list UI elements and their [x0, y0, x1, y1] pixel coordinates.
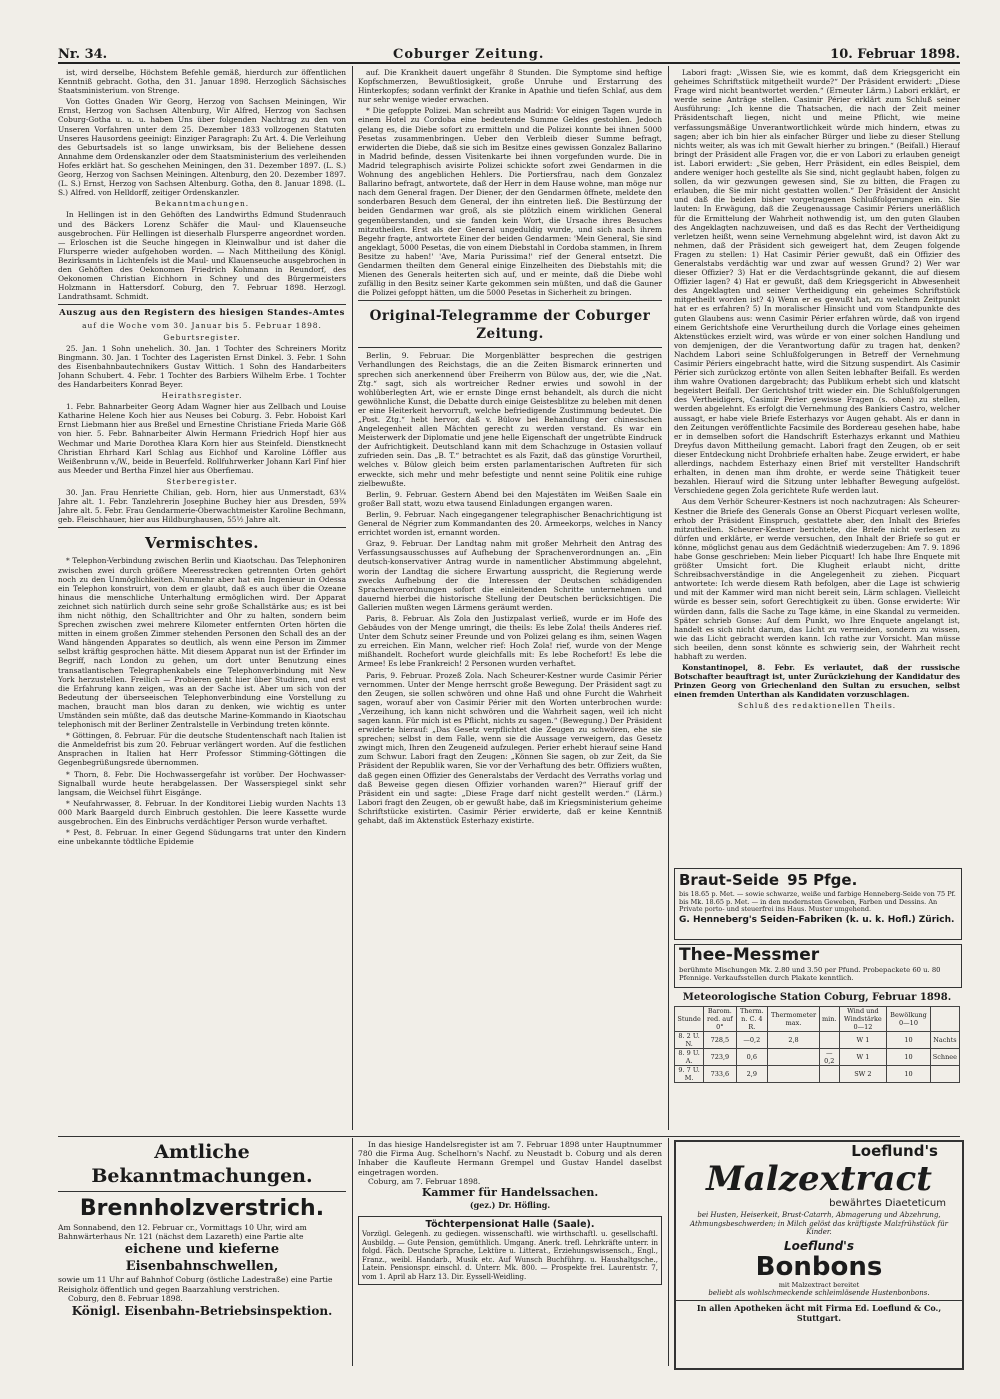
- ad-loeflund: [674, 1140, 964, 1370]
- section-subheading: auf die Woche vom 30. Januar bis 5. Februar 1898.: [82, 321, 322, 331]
- ad-headline: Malzextract: [706, 1159, 932, 1199]
- weather-cell: [768, 1066, 820, 1083]
- amtliche-title: Amtliche Bekanntmachungen.: [91, 1141, 313, 1187]
- section-heading: Bekanntmachungen.: [154, 199, 250, 209]
- weather-cell: —0,2: [819, 1049, 839, 1066]
- weather-header-cell: Wind und Windstärke 0—12: [839, 1007, 887, 1032]
- news-item: * Göttingen, 8. Februar. Für die deutsche Studentenschaft nach Italien ist die Anmeldefrist bis zum 20. Februar verlängert worden. Auf die festlichen Ansprachen in Italien hat Herr Professor Stimming-Göttingen die Gegenbegrüßungsrede übernommen.: [58, 731, 346, 768]
- section-heading: Auszug aus den Registern des hiesigen Standes-Amtes: [59, 308, 345, 319]
- ad-subheadline: mit Malzextract bereitet: [778, 1280, 860, 1289]
- news-item: * Neufahrwasser, 8. Februar. In der Konditorei Liebig wurden Nachts 13 000 Mark Baargeld durch Einbruch gestohlen. Die leere Kassette wurde ausgebrochen. Ein des Einbruchs verdächtiger Person wurde verhaftet.: [58, 798, 346, 827]
- ad-headline: Töchterpensionat Halle (Saale).: [425, 1219, 595, 1231]
- weather-row: [675, 1066, 960, 1083]
- geburt-text: 25. Jan. 1 Sohn unehelich. 30. Jan. 1 Tochter des Schreiners Moritz Bingmann. 30. Jan. 1 Tochter des Lageristen Ernst Dinkel. 3. Febr. 1 Sohn des Eisenbahnbautechnikers Gustav Wittich. 1 Sohn des Handarbeiters Johann Schubert. 4. Febr. 1 Tochter des Barbiers Wilhelm Erbe. 1 Tochter des Handarbeiters Konrad Beyer.: [58, 343, 346, 389]
- handel-sign: Kammer für Handelssachen.: [421, 1186, 599, 1200]
- ad-company: G. Henneberg's Seiden-Fabriken (k. u. k. Hofl.) Zürich.: [679, 914, 955, 925]
- column-rule: [668, 66, 669, 1130]
- telegram: Paris, 8. Februar. Als Zola den Justizpalast verließ, wurde er im Hofe des Gebäudes von der Menge umringt, die theils: Es lebe Zola! theils Anderes rief. Unter dem Schutz seiner Freunde und von Polizei gelang es ihm, seinen Wagen zu erreichen. Ein Mann, welcher rief: Hoch Zola! rief, wurde von der Menge mißhandelt. Rochefort wurde gleichfalls mit: Es lebe Rochefort! Es lebe die Armee! Es lebe Frankreich! 2 Personen wurden verhaftet.: [358, 613, 662, 669]
- weather-cell: 2,9: [736, 1066, 768, 1083]
- decree-text: Von Gottes Gnaden Wir Georg, Herzog von Sachsen Meiningen, Wir Ernst, Herzog von Sachsen Altenburg, Wir Alfred, Herzog von Sachsen Coburg-Gotha u. u. u. haben Uns über folgenden Nachtrag zu den von Unseren Vorfahren unter dem 25. Dezember 1833 vollzogenen Statuten Unseres Hausordens geeinigt: Einziger Paragraph: Zu Art. 4. Die Verleihung des Geburtsadels ist so lange unwirksam, bis der Beliehene dessen Annahme dem Ordenskanzler oder dem Staatsministerium des verleihenden Hofes erklärt hat. So geschehen Meiningen, den 31. Dezember 1897. (L. S.) Georg, Herzog von Sachsen Meiningen. Altenburg, den 20. Dezember 1897. (L. S.) Ernst, Herzog von Sachsen Altenburg. Gotha, den 8. Januar 1898. (L. S.) Alfred. von Helldorff, zeitiger Ordenskanzler.: [58, 97, 346, 198]
- brenn-date: Coburg, den 8. Februar 1898.: [68, 1293, 183, 1303]
- ad-headline: Braut-Seide: [679, 871, 780, 889]
- ad-braut-seide: [674, 868, 962, 940]
- ad-price: 95 Pfge.: [787, 871, 858, 889]
- section-heading: Original-Telegramme der Coburger Zeitung.: [369, 308, 651, 343]
- divider: [58, 304, 346, 305]
- divider: [358, 347, 662, 348]
- divider: [58, 527, 346, 528]
- weather-title: Meteorologische Station Coburg, Februar 1898.: [682, 992, 952, 1003]
- brenn-text: Am Sonnabend, den 12. Februar cr., Vormittags 10 Uhr, wird am Bahnwärterhaus Nr. 121 (nächst dem Lazareth) eine Partie alte: [58, 1223, 307, 1242]
- brenn-sign: Königl. Eisenbahn-Betriebsinspektion.: [71, 1304, 333, 1319]
- weather-cell: [930, 1066, 959, 1083]
- ad-footer: In allen Apotheken ächt mit Firma Ed. Loeflund & Co., Stuttgart.: [676, 1300, 962, 1323]
- column-rule: [668, 1138, 669, 1366]
- weather-cell: 10: [887, 1049, 931, 1066]
- divider: [58, 1136, 960, 1137]
- section-heading: Vermischtes.: [145, 534, 259, 553]
- weather-cell: 10: [887, 1032, 931, 1049]
- column-1: [58, 68, 346, 1130]
- weather-cell: 2,8: [768, 1032, 820, 1049]
- weather-cell: 9. 7 U. M.: [675, 1066, 704, 1083]
- handel-date: Coburg, am 7. Februar 1898.: [368, 1176, 481, 1186]
- column-3: [674, 68, 960, 850]
- weather-header-cell: Thermometer max.: [768, 1007, 820, 1032]
- weather-cell: 8. 2 U. N.: [675, 1032, 704, 1049]
- ad-text: bis 18.65 p. Met. — sowie schwarze, weiße und farbige Henneberg-Seide von 75 Pf. bis Mk. 18.65 p. Met. — in den modernsten Geweben, Farben und Dessins. An Private porto- und steuerfrei ins Haus. Muster umgehend.: [679, 890, 956, 914]
- telegram: Labori fragt: „Wissen Sie, wie es kommt, daß dem Kriegsgericht ein geheimes Schriftstück mitgetheilt wurde?“ Der Präsident erwidert: „Diese Frage wird nicht beantwortet werden.“ (Erneuter Lärm.) Labori erklärt, er werde seine Anträge stellen. Casimir Périer erklärt zum Schluß seiner Ausführung: „Ich kenne die Thatsachen, die nach der Zeit meiner Präsidentschaft liegen, nicht und meine Pflicht, wie meine verfassungsmäßige Unverantwortlichkeit würde mich hindern, etwas zu sagen; aber ich bin hier als einfacher Bürger und liebe zu dieser Stellung nichts weiter, als was ich mit Gewalt hierher zu bringen.“ (Beifall.) Hierauf bringt der Präsident alle Fragen vor, die er von Labori zu erlauben geneigt ist. Labori erwidert: „Sie geben, Herr Präsident, ein edles Beispiel, dem andere weniger hoch gestellte als Sie sind, nicht geglaubt haben, folgen zu sollen, da wir gezwungen gewesen sind, Sie zu bitten, die Fragen zu erlauben, die Sie mir nicht gestatten wollen.“ Der Präsident der Ansicht und daß die beiden bisher vorgetragenen Schlußfolgerungen ein. Sie lauten: In Erwägung, daß die Zeugenaussage Casimir Périers unerläßlich für die Ermittelung der Wahrheit nothwendig ist, um den guten Glauben des Angeklagten nachzuweisen, und daß es das Recht der Vertheidigung verletzen heißt, wenn seine Vernehmung abgelehnt wird, ist davon Akt zu nehmen, daß der Präsident sich geweigert hat, dem Zeugen folgende Fragen zu stellen: 1) Hat Casimir Périer gewußt, daß ein Offizier des Generalstabs verdächtig war und zwar auf wessen Grund? 2) Wer war dieser Offizier? 3) Hat er die Verdachtsgründe gekannt, die auf diesem Offizier lagen? 4) Hat er gewußt, daß dem Kriegsgericht in Abwesenheit des Angeklagten und seiner Vertheidigung ein geheimes Schriftstück mitgetheilt worden ist? 4) Wenn er es gewußt hat, zu welchem Zeitpunkt hat er es erfahren? 5) In moralischer Hinsicht und vom Standpunkte des guten Glaubens aus: wenn Casimir Périer erfahren würde, daß von irgend einem Gerichtshofe eine Verurtheilung durch die Vorlage eines geheimen Aktenstückes erzielt wird, was würde er von einer solchen Handlung und von demjenigen, der die Verantwortung dafür zu tragen hat, denken? Nachdem Labori seine Schlußfolgerungen in Betreff der Vernehmung Casimir Périers eingebracht hatte, wird die Sitzung suspendirt. Als Casimir Périer sich zurückzog ertönte von allen Seiten lebhafter Beifall. Es werden ihm wahre Ovationen dargebracht; das Publikum erhebt sich und klatscht begeistert Beifall. Der Gerichtshof tritt wieder ein. Die Schlußfolgerungen des Vertheidigers, Casimir Périer gewisse Fragen (s. oben) zu stellen, werden abgelehnt. Es erfolgt die Vernehmung des Bankiers Castro, welcher aussagt, er habe viele Briefe Esterhazys vor Augen gehabt. Als er dann in den Zeitungen veröffentlichte Facsimile des Bordereau gesehen habe, habe er in demselben sofort die Handschrift Esterhazys erkannt und Mathieu Dreyfus davon Mittheilung gemacht. Labori fragt den Zeugen, ob er seit dieser Entdeckung nicht Drohbriefe erhalten habe. Zeuge erwidert, er habe allerdings, nachdem Esterhazy einen Brief mit verstellter Handschrift erhalten, in denen man ihm drohte, er werde seine Thätigkeit teuer bezahlen. Hierauf wird die Sitzung unter lebhafter Bewegung aufgelöst. Verschiedene gegen Zola gerichtete Rufe werden laut.: [674, 68, 960, 496]
- weather-cell: 723,9: [704, 1049, 736, 1066]
- weather-cell: [819, 1032, 839, 1049]
- ad-brand: Loeflund's: [851, 1142, 938, 1160]
- ad-subheadline: bewährtes Diaeteticum: [829, 1198, 946, 1209]
- telegram: Konstantinopel, 8. Febr. Es verlautet, daß der russische Botschafter beauftragt ist, unter Zurückziehung der Kandidatur des Prinzen Georg von Griechenland den Sultan zu ersuchen, selbst einen fremden Unterthan als Kandidaten vorzuschlagen.: [674, 663, 960, 700]
- telegram: Berlin, 9. Februar. Gestern Abend bei den Majestäten im Weißen Saale ein großer Ball statt, wozu etwa tausend Einladungen ergangen waren.: [358, 489, 662, 508]
- brenn-text: sowie um 11 Uhr auf Bahnhof Coburg (östliche Ladestraße) eine Partie Reisigholz öffentlich und gegen Baarzahlung verstrichen.: [58, 1275, 333, 1294]
- telegram: Aus dem Verhör Scheurer-Kestners ist noch nachzutragen: Als Scheurer-Kestner die Briefe des Generals Gonse an Oberst Picquart verlesen wollte, erhob der Präsident Einspruch, gestattete aber, den Inhalt des Briefes mitzutheilen. Scheurer-Kestner berichtete, die Briefe nicht verlesen zu dürfen und erklärte, er werde versuchen, den Inhalt der Briefe so gut er könne, möglichst genau aus dem Gedächtniß wiederzugeben: Am 7. 9. 1896 habe Gonse geschrieben: Mein lieber Picquart! Ich habe Ihre Enquete mit größter Umsicht fort. Die Klugheit erlaubt nicht, dritte Schreibsachverständige in die Angelegenheit zu ziehen. Picquart antwortete: Ich werde diesem Rath befolgen, aber die Lage ist schwierig und mit der Kammer wird man nicht bereit sein, Lärm schlagen. Vielleicht würde es besser sein, sofort Gerechtigkeit zu üben. Gonse erwiderte: Wir würden dann, falls die Sache zu Tage käme, in eine Skandal zu vermeiden. Später schrieb Gonse: Auf dem Punkt, wo Ihre Enquete angelangt ist, handelt es sich nicht darum, das Licht zu vermeiden, sondern zu wissen, wie das Licht gebracht werden kann. Ich rathe zur Vorsicht. Man müsse sich beeilen, denn sonst könnte es schwierig sein, der Wahrheit recht habhaft zu werden.: [674, 497, 960, 661]
- weather-cell: 10: [887, 1066, 931, 1083]
- column-2: [358, 68, 662, 1130]
- bekanntmachungen-text: In Hellingen ist in den Gehöften des Landwirths Edmund Studenrauch und des Bäckers Lorenz Schäfer die Maul- und Klauenseuche ausgebrochen. Für Hellingen ist dieserhalb Flursperre angeordnet worden. — Erloschen ist die Seuche hingegen in Kleinwalbur und ist daher die Flursperre wieder aufgehoben worden. — Nach Mittheilung des Königl. Bezirksamts in Lichtenfels ist die Maul- und Klauenseuche ausgebrochen in den Gehöften des Oekonomen Friedrich Kohmann in Reundorf, des Oekonomen Christian Eichhorn in Schney und des Bürgermeisters Holzmann in Hattersdorf. Coburg, den 7. Februar 1898. Herzogl. Landrathsamt. Schmidt.: [58, 210, 346, 302]
- weather-row: [675, 1032, 960, 1049]
- weather-header-cell: Stunde: [675, 1007, 704, 1032]
- ad-text: berühmte Mischungen Mk. 2.80 und 3.50 per Pfund. Probepackete 60 u. 80 Pfennige. Verkaufsstellen durch Plakate kenntlich.: [679, 966, 941, 982]
- news-item: * Die gefoppte Polizei. Man schreibt aus Madrid: Vor einigen Tagen wurde in einem Hotel zu Cordoba eine bedeutende Summe Geldes gestohlen. Jedoch gelang es, die Diebe sofort zu ermitteln und die Polizei konnte bei ihnen 5000 Pesetas zusammenbringen. Ueber den Verbleib dieser Summe befragt, erwiderten die Diebe, daß sie sich im Besitze eines gewissen Gonzalez Ballarino in Madrid befinde, dessen Visitenkarte bei ihnen vorgefunden wurde. Die in Madrid telegraphisch avisirte Polizei schickte sofort zwei Gendarmen in die Wohnung des angeblichen Hehlers. Die Portiersfrau, nach dem Gonzalez Ballarino befragt, antwortete, daß der Herr in dem Hause wohne, man möge nur nach dem General fragen. Der Diener, der den Gendarmen öffnete, meldete den sonderbaren Besuch dem General, der ihn eintreten ließ. Die Bestürzung der beiden Gendarmen war groß, als sie plötzlich einem wirklichen General gegenüberstanden, und sie fanden kein Wort, die Ursache ihres Besuches mitzutheilen. Erst als der General ungeduldig wurde, und sich nach ihrem Begehr fragte, antwortete Einer der beiden Gendarmen: 'Mein General, Sie sind angeklagt, 5000 Pesetas, die von einem Diebstahl in Cordoba stammen, in Ihrem Besitze zu haben!' 'Ave, Maria Purissima!' rief der General entsetzt. Die Gendarmen theilten dem General einige Einzelheiten des Diebstahls mit; die Mienen des Generals heiterten sich auf, und er meinte, daß die Diebe wohl zufällig in den Besitz seiner Karte gekommen sein müßten, und daß die Gauner die Polizei gefoppt hätten, um die 5000 Pesetas in Sicherheit zu bringen.: [358, 106, 662, 298]
- telegram: Graz, 9. Februar. Der Landtag nahm mit großer Mehrheit den Antrag des Verfassungsausschusses auf Aufhebung der Sprachenverordnungen an. „Ein deutsch-konservativer Antrag wurde in namentlicher Abstimmung abgelehnt, worin der Landtag die sichere Erwartung ausspricht, die Regierung werde zwecks Aufhebung der die Interessen der Deutschen schädigenden Sprachenverordnungen sofort die einleitenden Schritte unternehmen und dauernd hierbei die historische Stellung der Deutschen berücksichtigen. Die Gallerien mußten wegen Lärmens geräumt werden.: [358, 539, 662, 612]
- news-item: auf. Die Krankheit dauert ungefähr 8 Stunden. Die Symptome sind heftige Kopfschmerzen, Bewußtlosigkeit, große Unruhe und Erstarrung des Hinterkopfes; sodann verfinkt der Kranke in Apathie und tiefen Schlaf, aus dem nur sehr wenige wieder erwachen.: [358, 68, 662, 105]
- weather-header-cell: Bewölkung 0—10: [887, 1007, 931, 1032]
- ad-brand: Loeflund's: [784, 1238, 854, 1253]
- telegram: Berlin, 9. Februar. Die Morgenblätter besprechen die gestrigen Verhandlungen des Reichstags, die an die Zeiten Bismarck erinnerten und sprechen sich anerkennend über Freiherrn von Bülow aus, der, wie die „Nat. Ztg.“ sagt, sich als wortreicher Redner erwies und sowohl in der wohlüberlegten Art, wie er ernste Dinge ernst behandelt, als durch die nicht gewöhnliche Kunst, die Debatte durch einige Geistesblitze zu beleben mit denen er eine Heiterkeit hervorruft, welche befriedigende Zustimmung bedeutet. Die „Post. Ztg.“ hebt hervor, daß v. Bülow bei Behandlung der chinesischen Angelegenheit allen Mächten gerecht zu werden verstand. Es war ein Meisterwerk der Diplomatie und jene helle Eigenschaft der ungetrübte Eindruck der Aufrichtigkeit. Deutschland kann mit dem Schachzuge in Ostasien vollauf zufrieden sein. Das „B. T.“ betrachtet es als Fazit, daß das günstige Vorurtheil, welches v. Bülow gleich beim ersten parlamentarischen Auftreten für sich erweckte, sich mehr und mehr befestigte und nennt seine Politik eine ruhige zielbewußte.: [358, 351, 662, 488]
- weather-cell: Nachts: [930, 1032, 959, 1049]
- weather-row: [675, 1049, 960, 1066]
- issue-date: 10. Februar 1898.: [830, 47, 960, 62]
- ad-text: bei Husten, Heiserkeit, Brust-Catarrh, Abmagerung und Abzehrung, Athmungsbeschwerden; in Milch gelöst das kräftigste Malzfrühstück für Kinder.: [690, 1211, 948, 1237]
- divider: [358, 300, 662, 301]
- weather-body: [675, 1032, 960, 1083]
- ad-headline: Thee-Messmer: [679, 945, 820, 965]
- amtliche-ads: [58, 1140, 346, 1370]
- news-item: * Pest, 8. Februar. In einer Gegend Südungarns trat unter den Kindern eine unbekannte tödtliche Epidemie: [58, 828, 346, 847]
- weather-cell: W 1: [839, 1032, 887, 1049]
- weather-cell: Schnee: [930, 1049, 959, 1066]
- weather-cell: 0,6: [736, 1049, 768, 1066]
- ad-text: beliebt als wohlschmeckende schleimlösende Hustenbonbons.: [708, 1288, 930, 1297]
- brenn-headline: eichene und kieferne Eisenbahnschwellen,: [124, 1242, 280, 1275]
- editorial-end: Schluß des redaktionellen Theils.: [737, 701, 897, 711]
- weather-header-row: [675, 1007, 960, 1032]
- divider: [58, 1191, 346, 1192]
- weather-cell: 733,6: [704, 1066, 736, 1083]
- news-item: * Thorn, 8. Febr. Die Hochwassergefahr ist vorüber. Der Hochwasser-Signalball wurde heute herabgelassen. Der Wasserspiegel sinkt sehr langsam, die Weichsel führt Eisgänge.: [58, 769, 346, 797]
- weather-header-cell: [930, 1007, 959, 1032]
- weather-cell: W 1: [839, 1049, 887, 1066]
- column-rule: [352, 66, 353, 1130]
- section-heading: Sterberegister.: [166, 476, 238, 486]
- intro-text: ist, wird derselbe, Höchstem Befehle gemäß, hierdurch zur öffentlichen Kenntniß gebracht. Gotha, den 31. Januar 1898. Herzoglich Sächsisches Staatsministerium. von Strenge.: [58, 68, 346, 96]
- weather-cell: SW 2: [839, 1066, 887, 1083]
- middle-ads: [358, 1140, 662, 1368]
- handel-name: (gez.) Dr. Höfling.: [469, 1200, 551, 1211]
- telegram: Berlin, 9. Februar. Nach eingegangener telegraphischer Benachrichtigung ist General de Négrier zum Kommandanten des 20. Armeekorps, welches in Nancy errichtet worden ist, ernannt worden.: [358, 509, 662, 538]
- weather-cell: —0,2: [736, 1032, 768, 1049]
- section-heading: Heirathsregister.: [161, 391, 243, 401]
- weather-header-cell: Barom. red. auf 0°: [704, 1007, 736, 1032]
- column-rule: [352, 1138, 353, 1366]
- issue-number: Nr. 34.: [58, 47, 108, 62]
- ad-headline: Bonbons: [755, 1251, 883, 1282]
- vermischtes-text: * Telephon-Verbindung zwischen Berlin und Kiaotschau. Das Telephoniren zwischen zwei durch größere Meeresstrecken getrennten Orten gehört noch zu den Unmöglichkeiten. Nunmehr aber hat ein Ingenieur in Odessa ein Telephon konstruirt, von dem er glaubt, daß es auch über die Ozeane hinaus die menschliche Unterhaltung ermöglichen wird. Der Apparat zeichnet sich natürlich durch seine sehr große Schallstärke aus; es ist bei ihm nicht nöthig, den Schalltrichter and Ohr zu halten, sondern beim Sprechen zwischen zwei mehrere Kilometer entfernten Orten hörten die mitten in einem großen Zimmer stehenden Personen den Schall des an der Wand hängenden Apparates so deutlich, als wenn eine Person im Zimmer selbst kräftig gesprochen hätte. Mit diesem Apparat nun ist der Erfinder im Begriff, nach London zu gehen, um dort unter Benutzung eines transatlantischen Telegraphenkabels eine Telephonverbindung mit New York herzustellen. Freilich — Probieren geht hier über Studiren, und erst die Erfahrung kann zeigen, was an der Sache ist. Aber um sich von der Bedeutung der überseeischen Telephonverbindung eine Vorstellung zu machen, braucht man blos daran zu denken, wie wichtig es unter Umständen sein müßte, daß das deutsche Marine-Kommando in Kiaotschau telephonisch mit der Berliner Zentralstelle in Verbindung treten könnte.: [58, 556, 346, 730]
- brenn-title: Brennholzverstrich.: [79, 1196, 325, 1221]
- handel-text: In das hiesige Handelsregister ist am 7. Februar 1898 unter Hauptnummer 780 die Firma Aug. Schelhorn's Nachf. zu Neustadt b. Coburg und als deren Inhaber die Kaufleute Hermann Grempel und Gustav Handel daselbst eingetragen worden.: [358, 1140, 662, 1177]
- weather-station: [674, 992, 960, 1130]
- weather-cell: 8. 9 U. A.: [675, 1049, 704, 1066]
- weather-table: [674, 1006, 960, 1083]
- weather-header-cell: Therm. n. C. 4 R.: [736, 1007, 768, 1032]
- newspaper-title: Coburger Zeitung.: [393, 47, 545, 62]
- ad-text: Vorzügl. Gelegenh. zu gediegen. wissenschaftl. wie wirthschaftl. u. gesellschaftl. Ausbildg. — Gute Pension, gemüthlich. Umgang. Anerk. trefl. Lehrkräfte unterr. in folgd. Fäch. Deutsche Sprache, Lektüre u. Litterat., Erziehungswissensch., Engl., Franz., weibl. Handarb., Musik etc. Auf Wunsch Buchführg. u. Haushaltgsche., Latein. Pensionspr. einschl. d. Unterr. Mk. 800. — Prospekte frei. Laurentstr. 7, vom 1. April ab Harz 13. Dir. Eyssell-Weidling.: [362, 1230, 658, 1281]
- telegram: Paris, 9. Februar. Prozeß Zola. Nach Scheurer-Kestner wurde Casimir Périer vernommen. Unter der Menge herrscht große Bewegung. Der Präsident sagt zu den Zeugen, sie sollen schwören und ohne Haß und ohne Furcht die Wahrheit sagen, worauf aber von Casimir Périer mit den Worten unterbrochen wurde: „Verzeihung, ich kann nicht schwören und die Wahrheit sagen, weil ich nicht sagen kann. Für mich ist es Pflicht, nichts zu sagen.“ (Bewegung.) Der Präsident erwiderte hierauf: „Das Gesetz verpflichtet die Zeugen zu schwören, ehe sie sprechen; selbst in dem Falle, wenn sie die Aussage verweigern, das Gesetz zwingt mich, Ihren den Zeugeneid aufzulegen. Perier erhebt hierauf seine Hand zum Schwur. Labori fragt den Zeugen: „Können Sie sagen, ob zur Zeit, da Sie Präsident der Republik waren, Sie vor der Verhaftung des betr. Offiziers wußten, daß gegen einen Offizier des Generalstabs der Verdacht des Verraths vorlag und daß Beweise gegen diesen Offizier vorhanden waren?“ Hierauf griff der Präsident ein und sagte: „Diese Frage darf nicht gestellt werden.“ (Lärm.) Labori fragt den Zeugen, ob er gewußt habe, daß im Kriegsministerium geheime Schriftstücke existirten. Casimir Périer erwiderte, daß er keine Kenntniß gehabt, daß im Aktenstück Esterhazy existirte.: [358, 670, 662, 826]
- ad-thee-messmer: [674, 944, 962, 988]
- weather-cell: [819, 1066, 839, 1083]
- page-header: [58, 40, 960, 64]
- sterbe-text: 30. Jan. Frau Henriette Chilian, geb. Horn, hier aus Unmerstadt, 63¼ Jahre alt. 1. Febr. Tanzlehrerin Josephine Buchey hier aus Dresden, 59¾ Jahre alt. 5. Febr. Frau Gendarmerie-Oberwachtmeister Karoline Bechmann, geb. Fleischhauer, hier aus Hildburghausen, 55½ Jahre alt.: [58, 488, 346, 525]
- weather-cell: [768, 1049, 820, 1066]
- weather-header-cell: min.: [819, 1007, 839, 1032]
- heirat-text: 1. Febr. Bahnarbeiter Georg Adam Wagner hier aus Zellbach und Louise Katharine Helene Koch hier aus Neuses bei Coburg. 3. Febr. Hoboist Karl Ernst Liebmann hier aus Breßel und Ernestine Christiane Frieda Marie Göß von hier. 5. Febr. Bahnarbeiter Alwin Hermann Friedrich Hopf hier aus Wechmar und Marie Dorothea Klara Korn hier aus Steinfeld. Dienstknecht Christian Ehrhard Karl Schlag aus Eichhof und Karoline Löffler aus Weißenbrunn v./W., beide in Beuerfeld. Rollfuhrwerker Johann Karl Finf hier aus Meeder und Bertha Finzel hier aus Oberfiemau.: [58, 402, 346, 475]
- weather-cell: 728,5: [704, 1032, 736, 1049]
- ad-toechterpensionat: [358, 1216, 662, 1285]
- section-heading: Geburtsregister.: [163, 332, 241, 342]
